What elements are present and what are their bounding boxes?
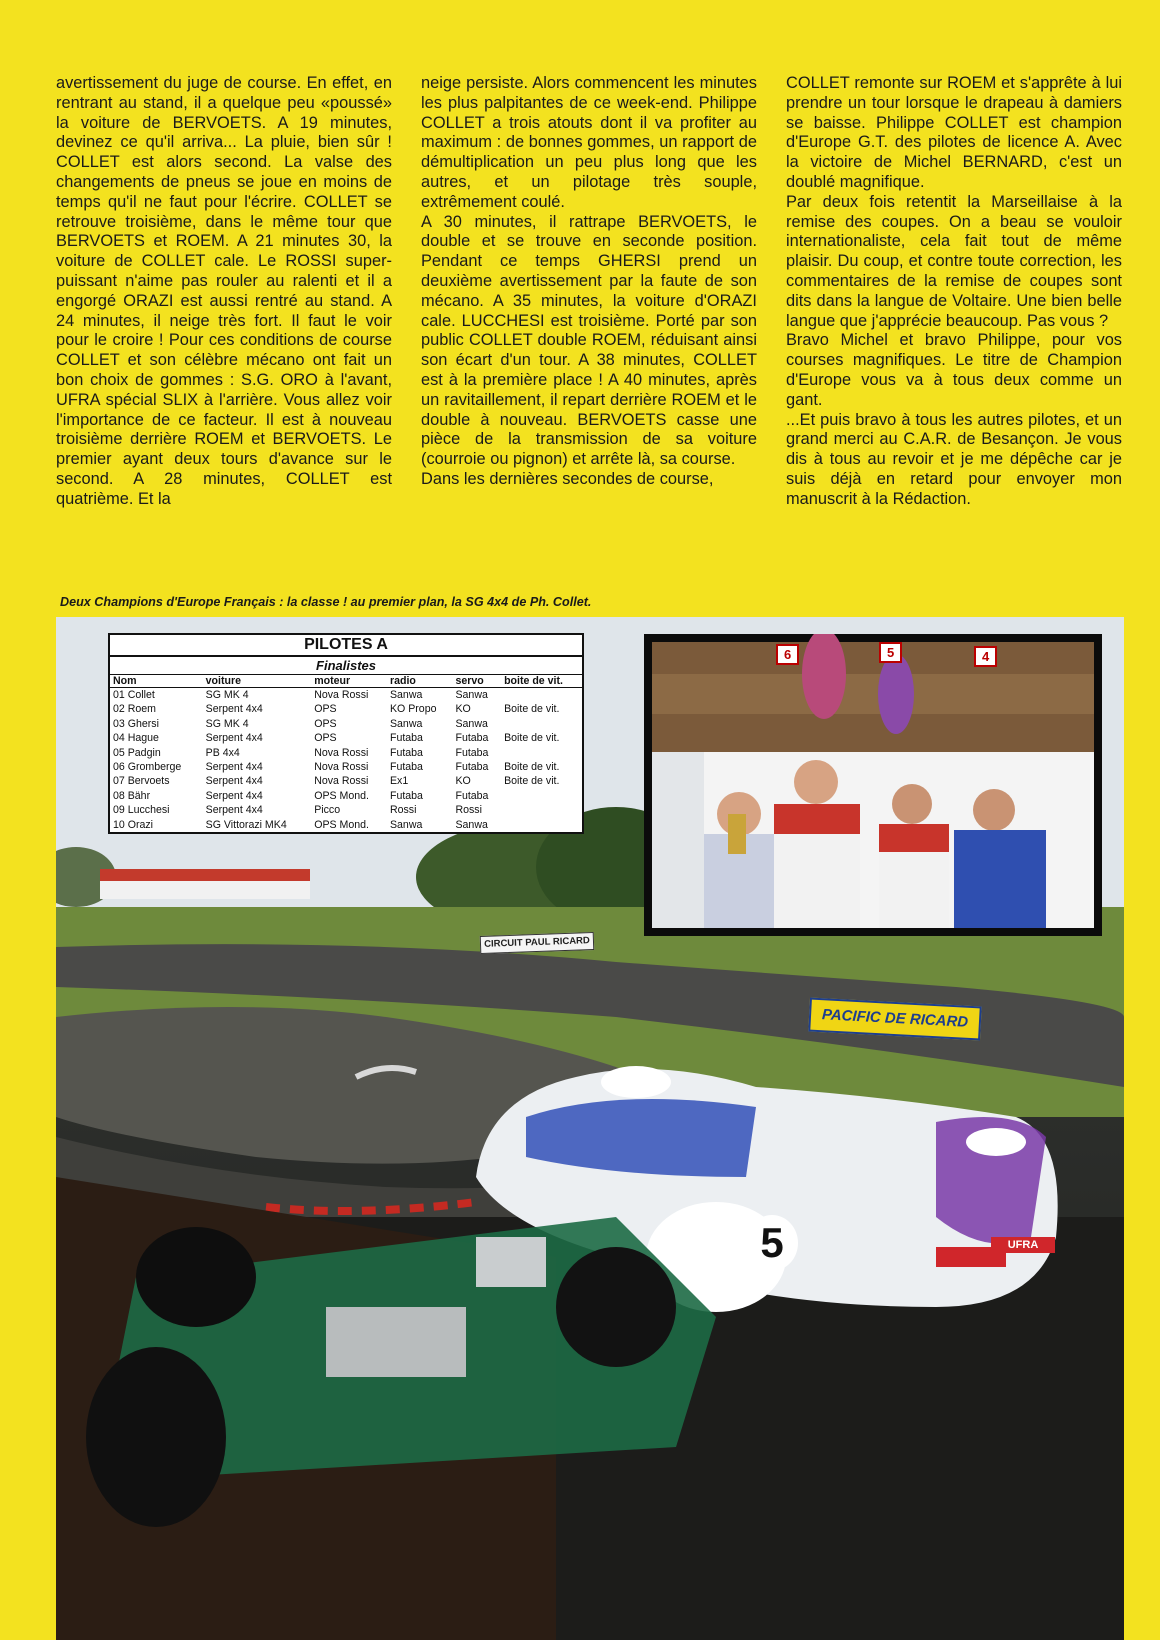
table-cell: Nova Rossi (314, 746, 369, 759)
article-column-1 (56, 74, 392, 590)
table-row (110, 774, 582, 788)
table-cell: Boite de vit. (504, 732, 560, 745)
table-cell: 07 Bervoets (113, 775, 170, 788)
table-cell: Sanwa (455, 689, 488, 701)
results-title: PILOTES A (110, 635, 582, 657)
col3-paragraph-2: Par deux fois retentit la Marseillaise à la remise des coupes. On a beau se vouloir internationaliste, cela fait tout de même plaisir. Du coup, et contre toute correction, les commentaires de la remise de coupes sont dits dans la langue de Voltaire. Une bien belle langue que j'apprécie beaucoup. Pas vous ? (786, 192, 1122, 330)
table-cell: Serpent 4x4 (205, 804, 263, 817)
table-cell: 09 Lucchesi (113, 804, 170, 817)
table-cell: Sanwa (455, 717, 488, 730)
results-body (110, 688, 582, 833)
col3-paragraph-4: ...Et puis bravo à tous les autres pilotes, et un grand merci au C.A.R. de Besançon. Je vous dis à tous au revoir et je me dépêche car je suis déjà en retard pour envoyer mon manuscrit à la Rédaction. (786, 410, 1122, 508)
header-radio: radio (387, 675, 453, 688)
col2-paragraph-2: A 30 minutes, il rattrape BERVOETS, le double et se trouve en seconde position. Pendant ce temps GHERSI prend un deuxième avertissement par la faute de son mécano. A 35 minutes, la voiture d'ORAZI cale. LUCCHESI est troisième. Porté par son public COLLET double ROEM, réduisant ainsi son écart d'un tour. A 38 minutes, COLLET est à la première place ! A 40 minutes, après un ravitaillement, il repart derrière ROEM et le double à nouveau. BERVOETS casse une pièce de la transmission de sa voiture (courroie ou pignon) et arrête là, sa course. (421, 212, 757, 469)
table-cell: Nova Rossi (314, 689, 369, 701)
table-cell: Nova Rossi (314, 775, 369, 788)
table-cell: Rossi (455, 804, 482, 817)
table-cell: 10 Orazi (113, 818, 154, 831)
table-cell: PB 4x4 (205, 746, 240, 759)
table-row (110, 717, 582, 731)
table-cell: Futaba (455, 789, 489, 802)
table-cell: Serpent 4x4 (205, 761, 263, 774)
photo-caption: Deux Champions d'Europe Français : la classe ! au premier plan, la SG 4x4 de Ph. Collet. (60, 595, 592, 609)
circuit-sign: CIRCUIT PAUL RICARD (480, 932, 595, 954)
table-row (110, 731, 582, 745)
table-cell: OPS Mond. (314, 789, 369, 802)
table-cell: KO (455, 703, 471, 716)
col3-paragraph-3: Bravo Michel et bravo Philippe, pour vos courses magnifiques. Le titre de Champion d'Europe vous va à tous deux comme un gant. (786, 331, 1122, 409)
col1-text: avertissement du juge de course. En effet, en rentrant au stand, il a quelque peu «poussé» la voiture de BERVOETS. A 19 minutes, devinez ce qu'il arriva... La pluie, bien sûr ! COLLET est alors second. La valse des changements de pneus se joue en moins de temps qu'il ne faut pour l'écrire. COLLET se retrouve troisième, dans le même tour que BERVOETS et ROEM. A 21 minutes 30, la voiture de COLLET cale. Le ROSSI super-puissant n'aime pas rouler au ralenti et il a engorgé ORAZI est aussi rentré au stand. A 24 minutes, il neige très fort. Il faut le voir pour le croire ! Pour ces conditions de course COLLET et son célèbre mécano ont fait un bon choix de gommes : S.G. ORO à l'avant, UFRA spécial SLIX à l'arrière. Vous allez voir l'importance de ce facteur. Il est à nouveau troisième derrière ROEM et BERVOETS. Le premier ayant deux tours d'avance sur le second. A 28 minutes, COLLET est quatrième. Et la (56, 74, 392, 508)
table-cell: 03 Ghersi (113, 717, 159, 730)
table-cell: Sanwa (389, 818, 423, 831)
race-photo (56, 617, 1124, 1640)
table-cell: SG Vittorazi MK4 (205, 818, 287, 831)
header-moteur: moteur (311, 675, 387, 688)
podium-photo (644, 634, 1102, 936)
table-cell: Rossi (389, 804, 417, 817)
header-boite: boite de vit. (501, 675, 582, 688)
results-grid (110, 675, 582, 832)
table-cell: 05 Padgin (113, 746, 161, 759)
table-cell (501, 789, 582, 803)
table-cell (501, 717, 582, 731)
table-cell: Futaba (389, 761, 423, 774)
table-cell: Futaba (389, 789, 423, 802)
table-cell: Serpent 4x4 (205, 789, 263, 802)
table-cell: Futaba (389, 732, 423, 745)
table-cell: Serpent 4x4 (205, 703, 263, 716)
table-cell: OPS Mond. (314, 818, 369, 831)
table-row (110, 702, 582, 716)
table-cell (501, 746, 582, 760)
table-cell: Ex1 (389, 775, 409, 788)
table-cell: OPS (314, 703, 337, 716)
table-cell: Picco (314, 804, 341, 817)
table-cell: OPS (314, 732, 337, 745)
car-number-5: 5 (746, 1215, 798, 1271)
podium-sign-5: 5 (879, 642, 902, 663)
table-row (110, 803, 582, 817)
table-cell (501, 803, 582, 817)
table-cell: 08 Bähr (113, 789, 151, 802)
table-cell: 04 Hague (113, 732, 159, 745)
table-cell: Nova Rossi (314, 761, 369, 774)
podium-sign-4: 4 (974, 646, 997, 667)
table-cell: Sanwa (389, 717, 423, 730)
table-cell: Futaba (455, 732, 489, 745)
col2-paragraph-3: Dans les dernières secondes de course, (421, 469, 714, 488)
header-servo: servo (452, 675, 501, 688)
table-cell (501, 688, 582, 703)
table-row (110, 789, 582, 803)
article-column-2 (421, 74, 757, 590)
table-cell: OPS (314, 717, 337, 730)
table-cell (501, 818, 582, 832)
table-cell: 06 Gromberge (113, 761, 182, 774)
table-cell: KO Propo (389, 703, 437, 716)
table-cell: Futaba (455, 746, 489, 759)
table-row (110, 746, 582, 760)
col2-paragraph-1: neige persiste. Alors commencent les minutes les plus palpitantes de ce week-end. Philippe COLLET a trois atouts dont il va profiter au maximum : de bonnes gommes, un rapport de démultiplication un peu plus long que les autres, et un pilotage très souple, extrêmement coulé. (421, 74, 757, 211)
table-cell: Serpent 4x4 (205, 732, 263, 745)
table-cell: Sanwa (389, 689, 423, 701)
table-row (110, 760, 582, 774)
table-cell: SG MK 4 (205, 717, 249, 730)
article-column-3 (786, 74, 1122, 590)
podium-sign-6: 6 (776, 644, 799, 665)
table-cell: Boite de vit. (504, 703, 560, 716)
table-row (110, 818, 582, 832)
results-table (108, 633, 584, 834)
table-cell: Boite de vit. (504, 775, 560, 788)
article-columns (56, 74, 1122, 590)
table-cell: Serpent 4x4 (205, 775, 263, 788)
table-cell: Boite de vit. (504, 761, 560, 774)
table-cell: Futaba (455, 761, 489, 774)
table-cell: KO (455, 775, 471, 788)
results-subtitle: Finalistes (110, 657, 582, 675)
ufra-sticker: UFRA (991, 1237, 1055, 1253)
col3-paragraph-1: COLLET remonte sur ROEM et s'apprête à lui prendre un tour lorsque le drapeau à damiers se baisse. Philippe COLLET est champion d'Europe G.T. des pilotes de licence A. Avec la victoire de Michel BERNARD, c'est un doublé magnifique. (786, 74, 1122, 191)
header-voiture: voiture (203, 675, 312, 688)
pacific-ricard-banner: PACIFIC DE RICARD (808, 998, 982, 1041)
table-row (110, 688, 582, 703)
table-cell: Sanwa (455, 818, 488, 831)
table-cell: 02 Roem (113, 703, 156, 716)
table-cell: 01 Collet (113, 689, 155, 701)
podium-illustration (644, 634, 1102, 936)
results-header-row (110, 675, 582, 688)
table-cell: SG MK 4 (205, 689, 249, 701)
table-cell: Futaba (389, 746, 423, 759)
header-nom: Nom (110, 675, 203, 688)
